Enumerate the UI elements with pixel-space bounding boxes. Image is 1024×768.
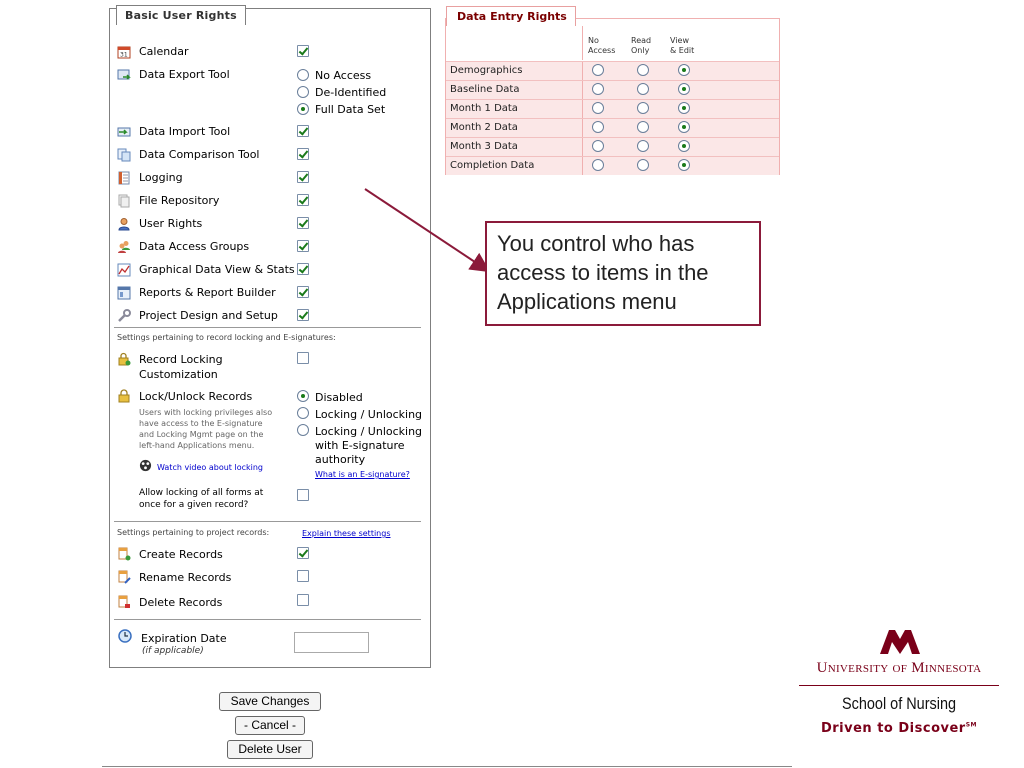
read-only-radio[interactable] [637, 121, 649, 133]
view-edit-radio[interactable] [678, 159, 690, 171]
file-repository-icon [117, 194, 131, 208]
compare-icon [117, 148, 131, 162]
data-entry-row [446, 137, 779, 156]
lock-esignature-label: Locking / Unlocking [315, 425, 423, 438]
data-comparison-checkbox[interactable] [297, 148, 309, 160]
data-entry-row [446, 118, 779, 137]
column-divider [582, 26, 583, 60]
row-divider [582, 157, 583, 175]
instrument-name: Baseline Data [450, 84, 520, 95]
expiration-sub-label: (if applicable) [142, 646, 204, 656]
view-edit-radio[interactable] [678, 140, 690, 152]
logo-rule [799, 685, 999, 686]
university-name: University of Minnesota [816, 660, 982, 676]
read-only-radio[interactable] [637, 140, 649, 152]
lock-unlocking-label: Locking / Unlocking [315, 408, 423, 421]
school-name: School of Nursing [841, 694, 957, 713]
instrument-name: Month 2 Data [450, 122, 518, 133]
project-design-label: Project Design and Setup [139, 309, 278, 322]
save-changes-button[interactable]: Save Changes [219, 692, 321, 711]
no-access-radio[interactable] [592, 102, 604, 114]
file-repository-label: File Repository [139, 194, 220, 207]
logging-label: Logging [139, 171, 183, 184]
watch-video-link[interactable]: Watch video about locking [157, 463, 263, 472]
allow-locking-checkbox[interactable] [297, 489, 309, 501]
record-locking-checkbox[interactable] [297, 352, 309, 364]
lock-esignature-label-line2: with E-signature [315, 439, 405, 452]
graphical-data-checkbox[interactable] [297, 263, 309, 275]
view-edit-radio[interactable] [678, 64, 690, 76]
delete-records-label: Delete Records [139, 596, 223, 609]
read-only-radio[interactable] [637, 159, 649, 171]
row-divider [582, 138, 583, 156]
export-full-dataset-radio[interactable] [297, 103, 309, 115]
rename-record-icon [117, 570, 131, 584]
create-record-icon [117, 547, 131, 561]
data-import-checkbox[interactable] [297, 125, 309, 137]
clock-icon [118, 629, 132, 643]
create-records-label: Create Records [139, 548, 223, 561]
instrument-name: Month 3 Data [450, 141, 518, 152]
calendar-checkbox[interactable] [297, 45, 309, 57]
delete-user-button[interactable]: Delete User [227, 740, 313, 759]
lock-esignature-label-line3: authority [315, 453, 366, 466]
data-entry-row [446, 156, 779, 175]
cancel-button[interactable]: - Cancel - [235, 716, 305, 735]
file-repository-checkbox[interactable] [297, 194, 309, 206]
delete-records-checkbox[interactable] [297, 594, 309, 606]
report-icon [117, 286, 131, 300]
export-no-access-label: No Access [315, 69, 372, 82]
user-rights-checkbox[interactable] [297, 217, 309, 229]
row-divider [582, 119, 583, 137]
create-records-checkbox[interactable] [297, 547, 309, 559]
no-access-radio[interactable] [592, 159, 604, 171]
read-only-radio[interactable] [637, 64, 649, 76]
lock-settings-icon [117, 352, 131, 366]
callout-text: You control who has access to items in the Applications menu [485, 221, 761, 326]
view-edit-radio[interactable] [678, 83, 690, 95]
data-export-label: Data Export Tool [139, 68, 230, 81]
data-import-label: Data Import Tool [139, 125, 231, 138]
divider [114, 619, 421, 620]
lock-disabled-radio[interactable] [297, 390, 309, 402]
read-only-radio[interactable] [637, 102, 649, 114]
calendar-label: Calendar [139, 45, 189, 58]
no-access-radio[interactable] [592, 140, 604, 152]
read-only-radio[interactable] [637, 83, 649, 95]
project-settings-note: Settings pertaining to project records: [117, 528, 270, 537]
logging-checkbox[interactable] [297, 171, 309, 183]
chart-icon [117, 263, 131, 277]
lock-unlock-label: Lock/Unlock Records [139, 390, 253, 403]
user-icon [117, 217, 131, 231]
record-locking-label-line2: Customization [139, 368, 218, 381]
logging-icon [117, 171, 131, 185]
data-access-groups-label: Data Access Groups [139, 240, 250, 253]
lock-disabled-label: Disabled [315, 391, 363, 404]
column-header-no-access: No Access [588, 36, 616, 55]
reports-checkbox[interactable] [297, 286, 309, 298]
export-no-access-radio[interactable] [297, 69, 309, 81]
video-icon[interactable] [139, 459, 152, 472]
divider [114, 521, 421, 522]
instrument-name: Completion Data [450, 160, 535, 171]
row-divider [582, 100, 583, 118]
column-header-read-only: Read Only [631, 36, 652, 55]
svg-text:31: 31 [120, 51, 128, 59]
instrument-name: Month 1 Data [450, 103, 518, 114]
instrument-name: Demographics [450, 65, 523, 76]
data-entry-row [446, 61, 779, 80]
lock-unlocking-radio[interactable] [297, 407, 309, 419]
no-access-radio[interactable] [592, 83, 604, 95]
view-edit-radio[interactable] [678, 121, 690, 133]
user-rights-label: User Rights [139, 217, 203, 230]
esignature-info-link[interactable]: What is an E-signature? [315, 470, 410, 479]
graphical-data-label: Graphical Data View & Stats [139, 263, 295, 276]
row-divider [582, 62, 583, 80]
university-m-logo-icon [878, 628, 922, 656]
wrench-icon [117, 309, 131, 323]
no-access-radio[interactable] [592, 64, 604, 76]
project-design-checkbox[interactable] [297, 309, 309, 321]
record-locking-label-line1: Record Locking [139, 353, 223, 366]
basic-user-rights-tab: Basic User Rights [116, 5, 246, 25]
expiration-date-input[interactable] [294, 632, 369, 653]
calendar-icon [117, 45, 131, 59]
callout-arrow [355, 183, 490, 273]
lock-esignature-radio[interactable] [297, 424, 309, 436]
rename-records-label: Rename Records [139, 571, 232, 584]
data-entry-row [446, 80, 779, 99]
lock-icon [117, 389, 131, 403]
data-access-groups-checkbox[interactable] [297, 240, 309, 252]
no-access-radio[interactable] [592, 121, 604, 133]
locking-settings-note: Settings pertaining to record locking and E-signatures: [117, 333, 336, 342]
export-icon [117, 68, 131, 82]
allow-locking-label: Allow locking of all forms at once for a given record? [139, 488, 264, 510]
view-edit-radio[interactable] [678, 102, 690, 114]
lock-help-text: Users with locking privileges also have access to the E-signature and Locking Mgmt page on the left-hand Applications menu. [139, 408, 273, 450]
data-entry-row [446, 99, 779, 118]
import-icon [117, 125, 131, 139]
data-entry-rights-tab: Data Entry Rights [446, 6, 576, 26]
divider [114, 327, 421, 328]
data-comparison-label: Data Comparison Tool [139, 148, 260, 161]
rename-records-checkbox[interactable] [297, 570, 309, 582]
explain-settings-link[interactable]: Explain these settings [302, 529, 391, 538]
export-deidentified-radio[interactable] [297, 86, 309, 98]
export-deidentified-label: De-Identified [315, 86, 387, 99]
expiration-date-label: Expiration Date [141, 632, 227, 645]
export-full-dataset-label: Full Data Set [315, 103, 386, 116]
delete-record-icon [117, 595, 131, 609]
bottom-rule [102, 766, 792, 767]
column-header-view-edit: View & Edit [670, 36, 695, 55]
reports-label: Reports & Report Builder [139, 286, 276, 299]
row-divider [582, 81, 583, 99]
tagline: Driven to Discover℠ [820, 721, 978, 736]
group-icon [117, 240, 131, 254]
